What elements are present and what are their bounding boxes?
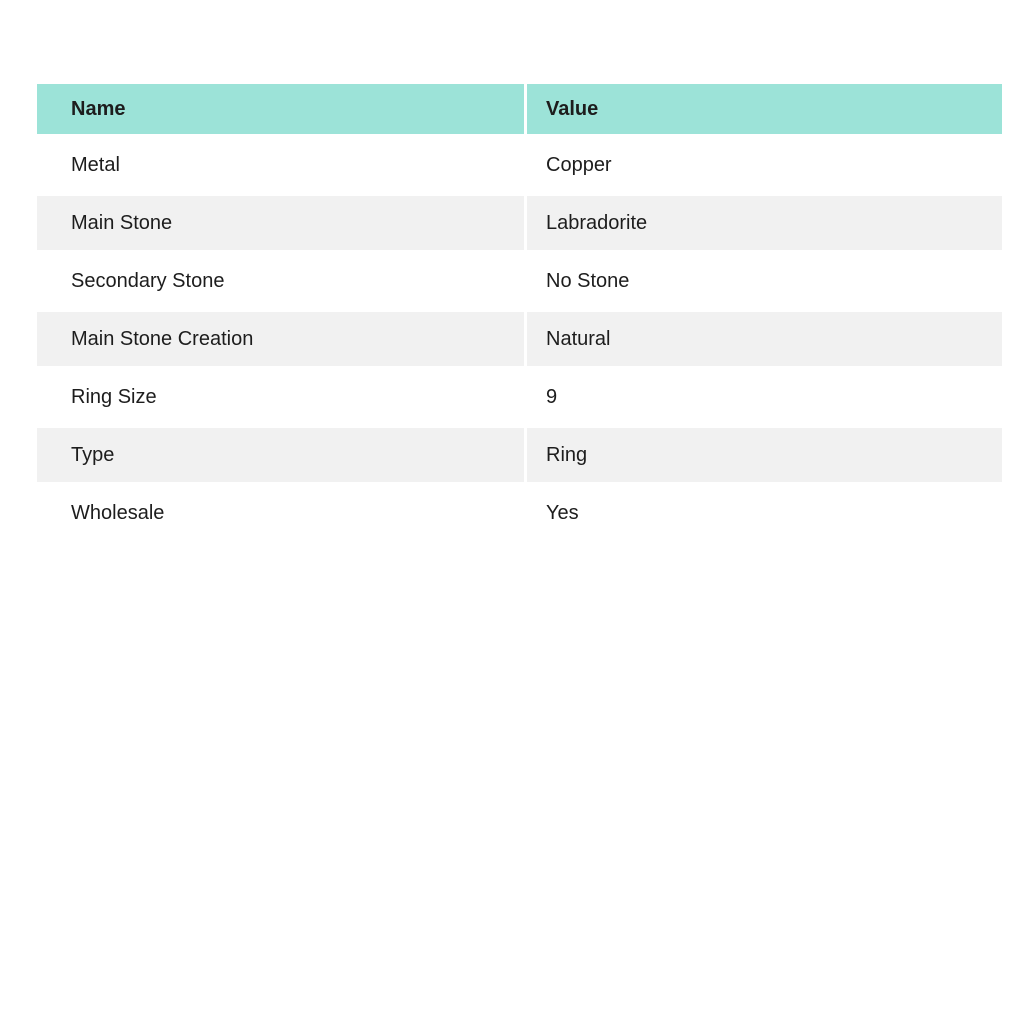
- table-header-row: [37, 84, 1002, 136]
- row-name-cell: Ring Size: [37, 368, 527, 426]
- header-cell-value: Value: [527, 84, 1002, 136]
- row-value-cell: Yes: [527, 484, 1002, 542]
- table-row: [37, 194, 1002, 252]
- row-value-cell: Copper: [527, 136, 1002, 194]
- row-value-cell: Labradorite: [527, 194, 1002, 252]
- row-name-cell: Wholesale: [37, 484, 527, 542]
- table-header: [37, 84, 1002, 136]
- row-name-cell: Main Stone Creation: [37, 310, 527, 368]
- table-row: [37, 484, 1002, 542]
- table-row: [37, 368, 1002, 426]
- table-row: [37, 136, 1002, 194]
- row-name-cell: Main Stone: [37, 194, 527, 252]
- row-name-cell: Secondary Stone: [37, 252, 527, 310]
- table-row: [37, 252, 1002, 310]
- attributes-table: [37, 84, 1002, 542]
- row-value-cell: Ring: [527, 426, 1002, 484]
- table-row: [37, 426, 1002, 484]
- header-cell-name: Name: [37, 84, 527, 136]
- table-row: [37, 310, 1002, 368]
- row-value-cell: 9: [527, 368, 1002, 426]
- row-value-cell: No Stone: [527, 252, 1002, 310]
- table-body: [37, 136, 1002, 542]
- row-value-cell: Natural: [527, 310, 1002, 368]
- row-name-cell: Metal: [37, 136, 527, 194]
- row-name-cell: Type: [37, 426, 527, 484]
